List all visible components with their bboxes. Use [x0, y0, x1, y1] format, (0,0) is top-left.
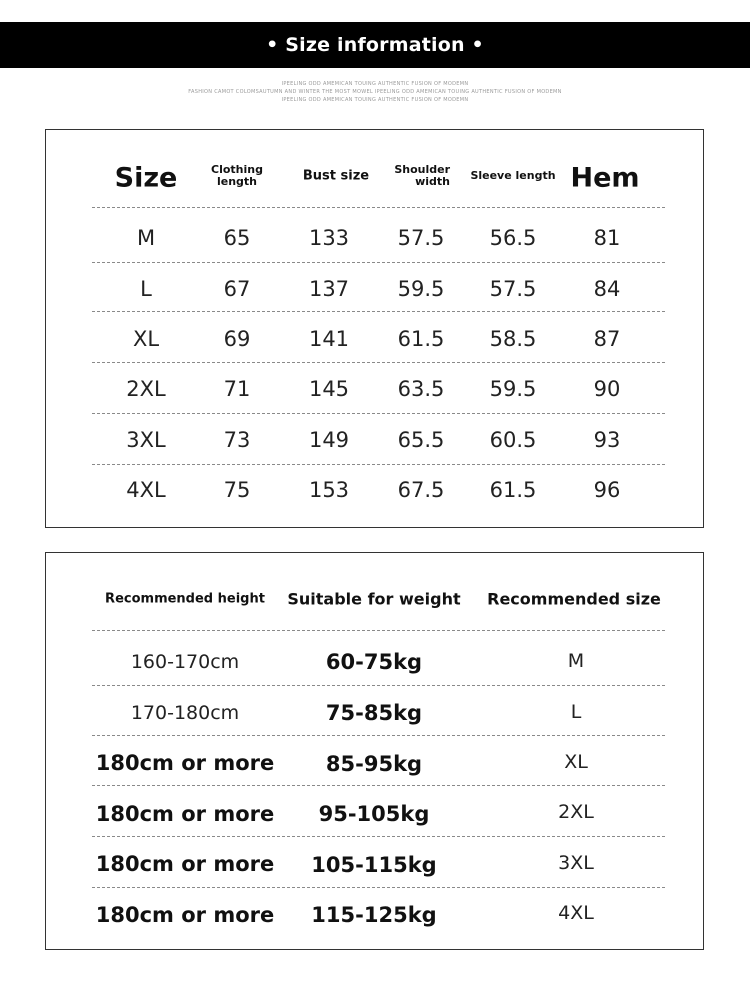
height-cell: 180cm or more — [95, 903, 275, 927]
bust-size-cell: 133 — [308, 226, 350, 250]
recommended-size-cell: XL — [564, 751, 588, 773]
row-divider — [92, 785, 665, 786]
shoulder-width-cell: 61.5 — [397, 327, 445, 351]
tagline-line-3: IPEELING ODD AMEMICAN TOUING AUTHENTIC FUSION OF MODEMN — [281, 97, 469, 103]
row-divider — [92, 464, 665, 465]
clothing-length-cell: 71 — [223, 377, 251, 401]
bust-size-cell: 145 — [308, 377, 350, 401]
height-cell: 160-170cm — [130, 651, 240, 673]
sleeve-length-cell: 59.5 — [489, 377, 537, 401]
hem-cell: 90 — [593, 377, 621, 401]
sleeve-length-cell: 61.5 — [489, 478, 537, 502]
size-cell: 3XL — [126, 428, 166, 452]
clothing-length-cell: 67 — [223, 277, 251, 301]
row-divider — [92, 735, 665, 736]
shoulder-width-cell: 67.5 — [397, 478, 445, 502]
sleeve-length-cell: 57.5 — [489, 277, 537, 301]
hem-cell: 93 — [593, 428, 621, 452]
banner-title: • Size information • — [266, 34, 484, 56]
row-divider — [92, 413, 665, 414]
bust-size-cell: 153 — [308, 478, 350, 502]
hem-cell: 84 — [593, 277, 621, 301]
sleeve-length-cell: 58.5 — [489, 327, 537, 351]
sleeve-length-cell: 56.5 — [489, 226, 537, 250]
clothing-length-cell: 75 — [223, 478, 251, 502]
weight-cell: 115-125kg — [311, 903, 437, 927]
weight-cell: 95-105kg — [318, 802, 430, 826]
weight-cell: 105-115kg — [311, 853, 437, 877]
hem-cell: 81 — [593, 226, 621, 250]
shoulder-width-cell: 59.5 — [397, 277, 445, 301]
header-shoulder-width: Shoulder width — [394, 163, 450, 188]
hem-cell: 87 — [593, 327, 621, 351]
size-cell: M — [136, 226, 156, 250]
height-cell: 180cm or more — [95, 802, 275, 826]
row-divider — [92, 685, 665, 686]
size-table — [45, 129, 704, 528]
row-divider — [92, 207, 665, 208]
clothing-length-cell: 65 — [223, 226, 251, 250]
size-information-banner — [0, 22, 750, 68]
row-divider — [92, 887, 665, 888]
sleeve-length-cell: 60.5 — [489, 428, 537, 452]
header-clothing-length: Clothing length — [211, 163, 263, 188]
recommended-size-cell: M — [567, 650, 585, 672]
height-cell: 170-180cm — [130, 702, 240, 724]
header-suitable-weight: Suitable for weight — [287, 589, 461, 609]
weight-cell: 75-85kg — [325, 701, 423, 725]
shoulder-width-cell: 65.5 — [397, 428, 445, 452]
clothing-length-cell: 73 — [223, 428, 251, 452]
hem-cell: 96 — [593, 478, 621, 502]
header-hem: Hem — [570, 162, 640, 194]
height-cell: 180cm or more — [95, 751, 275, 775]
size-cell: XL — [132, 327, 160, 351]
recommendation-table — [45, 552, 704, 950]
header-recommended-size: Recommended size — [487, 589, 661, 609]
row-divider — [92, 311, 665, 312]
shoulder-width-cell: 63.5 — [397, 377, 445, 401]
size-cell: 4XL — [126, 478, 166, 502]
row-divider — [92, 836, 665, 837]
row-divider — [92, 362, 665, 363]
weight-cell: 85-95kg — [325, 752, 423, 776]
bust-size-cell: 149 — [308, 428, 350, 452]
height-cell: 180cm or more — [95, 852, 275, 876]
tagline-line-2: FASHION CAMOT COLOMSAUTUMN AND WINTER THE MOST MOWEL IPEELING ODD AMEMICAN TOUING AUTHENTIC FUSION OF MODEMN — [188, 89, 562, 95]
header-size: Size — [114, 162, 178, 194]
size-cell: 2XL — [126, 377, 166, 401]
row-divider — [92, 262, 665, 263]
bust-size-cell: 137 — [308, 277, 350, 301]
row-divider — [92, 630, 665, 631]
shoulder-width-cell: 57.5 — [397, 226, 445, 250]
recommended-size-cell: L — [570, 701, 582, 723]
header-recommended-height: Recommended height — [105, 591, 265, 607]
size-cell: L — [140, 277, 152, 301]
bust-size-cell: 141 — [308, 327, 350, 351]
tagline-line-1: IPEELING ODD AMEMICAN TOUING AUTHENTIC FUSION OF MODEMN — [281, 81, 469, 87]
recommended-size-cell: 3XL — [558, 852, 594, 874]
recommended-size-cell: 2XL — [558, 801, 594, 823]
weight-cell: 60-75kg — [325, 650, 423, 674]
clothing-length-cell: 69 — [223, 327, 251, 351]
header-sleeve-length: Sleeve length — [470, 169, 556, 182]
header-bust-size: Bust size — [302, 168, 370, 184]
recommended-size-cell: 4XL — [558, 902, 594, 924]
